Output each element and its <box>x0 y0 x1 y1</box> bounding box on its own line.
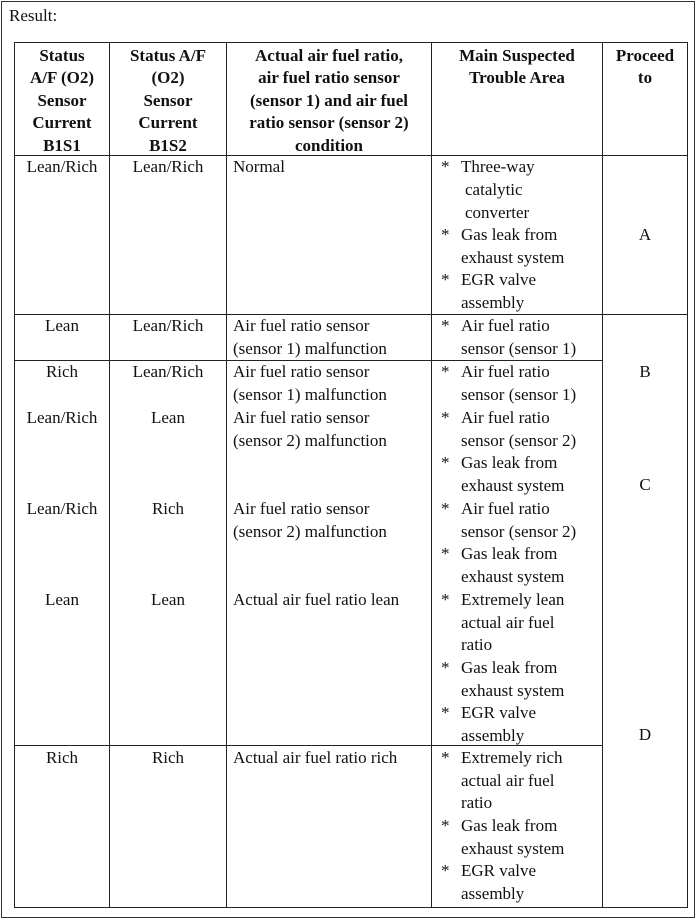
bullet-icon: * <box>441 861 450 880</box>
result-label: Result: <box>9 6 58 25</box>
header-trouble-area: Main Suspected Trouble Area <box>459 46 575 88</box>
row6-b1s2: Lean <box>151 590 185 609</box>
bullet-icon: * <box>441 499 450 518</box>
row3-b1s2: Lean/Rich <box>132 362 204 381</box>
row1-area3: EGR valve assembly <box>461 270 537 312</box>
bullet-icon: * <box>441 316 450 335</box>
row4-condition: Air fuel ratio sensor (sensor 2) malfunction <box>233 408 387 450</box>
row2-b1s1: Lean <box>45 316 79 335</box>
row5-condition: Air fuel ratio sensor (sensor 2) malfunction <box>233 499 387 541</box>
row2-b1s2: Lean/Rich <box>132 316 204 335</box>
row6-condition: Actual air fuel ratio lean <box>233 590 400 609</box>
row3-area1: Air fuel ratio sensor (sensor 1) <box>461 362 577 404</box>
row4-b1s1: Lean/Rich <box>26 408 98 427</box>
bullet-icon: * <box>441 157 450 176</box>
row5-area2: Gas leak from exhaust system <box>461 544 565 586</box>
header-status-b1s2: Status A/F (O2) Sensor Current B1S2 <box>129 46 207 155</box>
bullet-icon: * <box>441 453 450 472</box>
row5-b1s1: Lean/Rich <box>26 499 98 518</box>
bullet-icon: * <box>441 658 450 677</box>
row2-area1: Air fuel ratio sensor (sensor 1) <box>461 316 577 358</box>
row6-area2: Gas leak from exhaust system <box>461 658 565 700</box>
proceed-a: A <box>638 225 652 244</box>
bullet-icon: * <box>441 590 450 609</box>
row1-b1s1: Lean/Rich <box>26 157 98 176</box>
row3-condition: Air fuel ratio sensor (sensor 1) malfunction <box>233 362 387 404</box>
bullet-icon: * <box>441 544 450 563</box>
row7-area3: EGR valve assembly <box>461 861 537 903</box>
row7-area2: Gas leak from exhaust system <box>461 816 565 858</box>
proceed-c: C <box>639 475 651 494</box>
bullet-icon: * <box>441 703 450 722</box>
bullet-icon: * <box>441 816 450 835</box>
row7-condition: Actual air fuel ratio rich <box>233 748 398 767</box>
row1-area1-cont: catalytic converter <box>465 180 530 222</box>
row6-area1: Extremely lean actual air fuel ratio <box>461 590 565 655</box>
row1-area1: Three-way <box>461 157 535 176</box>
row7-area1: Extremely rich actual air fuel ratio <box>461 748 563 813</box>
row7-b1s2: Rich <box>151 748 185 767</box>
bullet-icon: * <box>441 748 450 767</box>
row1-b1s2: Lean/Rich <box>132 157 204 176</box>
bullet-icon: * <box>441 408 450 427</box>
row4-area1: Air fuel ratio sensor (sensor 2) <box>461 408 577 450</box>
row3-b1s1: Rich <box>45 362 79 381</box>
header-status-b1s1: Status A/F (O2) Sensor Current B1S1 <box>29 46 95 155</box>
bullet-icon: * <box>441 362 450 381</box>
proceed-b: B <box>639 362 651 381</box>
row7-b1s1: Rich <box>45 748 79 767</box>
header-condition: Actual air fuel ratio, air fuel ratio sensor (sensor 1) and air fuel ratio sensor (sensor 2) condition <box>249 46 409 155</box>
header-proceed-to: Proceed to <box>615 46 675 88</box>
row1-area2: Gas leak from exhaust system <box>461 225 565 267</box>
bullet-icon: * <box>441 225 450 244</box>
bullet-icon: * <box>441 270 450 289</box>
row4-b1s2: Lean <box>151 408 185 427</box>
row6-b1s1: Lean <box>45 590 79 609</box>
row1-condition: Normal <box>233 157 285 176</box>
row5-area1: Air fuel ratio sensor (sensor 2) <box>461 499 577 541</box>
row2-condition: Air fuel ratio sensor (sensor 1) malfunction <box>233 316 387 358</box>
row6-area3: EGR valve assembly <box>461 703 537 745</box>
proceed-d: D <box>638 725 652 744</box>
row4-area2: Gas leak from exhaust system <box>461 453 565 495</box>
row5-b1s2: Rich <box>151 499 185 518</box>
